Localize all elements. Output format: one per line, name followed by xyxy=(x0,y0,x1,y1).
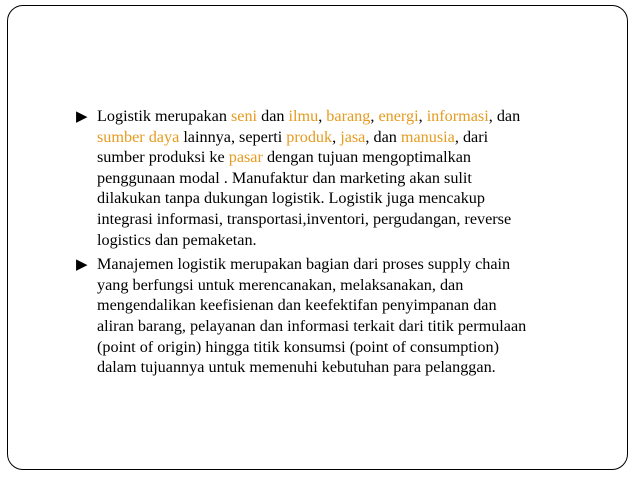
text-segment: aliran barang, pelayanan dan informasi terkait dari titik permulaan xyxy=(97,316,527,335)
highlighted-term: sumber daya xyxy=(97,127,180,146)
text-segment: , xyxy=(370,107,379,125)
slide-frame xyxy=(7,5,628,470)
text-segment: , dan xyxy=(488,107,521,125)
text-segment: , xyxy=(332,127,341,146)
text-line xyxy=(97,230,616,251)
text-segment: lainnya, seperti xyxy=(179,127,287,146)
text-segment: (point of origin) hingga titik konsumsi (point of consumption) xyxy=(97,337,499,356)
bullet-list xyxy=(76,106,616,378)
text-segment: dalam tujuannya untuk memenuhi kebutuhan para pelanggan. xyxy=(97,358,496,377)
highlighted-term: pasar xyxy=(228,148,263,167)
highlighted-term: ilmu xyxy=(288,107,319,125)
text-segment: , dari xyxy=(454,127,489,146)
highlighted-term: energi xyxy=(378,107,419,125)
text-line xyxy=(97,316,616,337)
text-segment: Manajemen logistik merupakan bagian dari proses supply chain xyxy=(97,255,511,274)
highlighted-term: seni xyxy=(230,107,258,125)
text-segment: , xyxy=(318,107,327,125)
bullet-paragraph xyxy=(76,106,616,250)
bullet-paragraph xyxy=(76,254,616,378)
highlighted-term: informasi xyxy=(426,107,489,125)
text-line xyxy=(97,127,616,148)
text-segment: integrasi informasi, transportasi,inventori, pergudangan, reverse xyxy=(97,209,512,228)
text-line xyxy=(97,295,616,316)
bullet-triangle-icon: ▶ xyxy=(76,109,88,125)
text-line xyxy=(97,168,616,189)
text-segment: dengan tujuan mengoptimalkan xyxy=(262,148,472,167)
text-segment: penggunaan modal . Manufaktur dan marketing akan sulit xyxy=(97,168,472,187)
text-segment: yang berfungsi untuk merencanakan, melaksanakan, dan xyxy=(97,275,464,294)
text-segment: dan xyxy=(257,107,289,125)
text-line xyxy=(97,357,616,378)
text-line xyxy=(97,106,616,127)
bullet-triangle-icon: ▶ xyxy=(76,257,88,274)
text-line xyxy=(97,254,616,275)
highlighted-term: barang xyxy=(326,107,371,125)
text-line xyxy=(97,147,616,168)
text-line xyxy=(97,188,616,209)
text-line xyxy=(97,209,616,230)
text-line xyxy=(97,275,616,296)
text-segment: , dan xyxy=(365,127,401,146)
text-line xyxy=(97,337,616,358)
highlighted-term: produk xyxy=(286,127,333,146)
text-segment: logistics dan pemaketan. xyxy=(97,230,257,249)
text-segment: mengendalikan keefisienan dan keefektifan penyimpanan dan xyxy=(97,296,497,315)
text-segment: , xyxy=(418,107,427,125)
text-segment: sumber produksi ke xyxy=(97,148,229,167)
text-segment: dilakukan tanpa dukungan logistik. Logistik juga mencakup xyxy=(97,189,485,208)
text-segment: Logistik merupakan xyxy=(97,107,231,125)
highlighted-term: jasa xyxy=(340,127,366,146)
highlighted-term: manusia xyxy=(400,127,455,146)
